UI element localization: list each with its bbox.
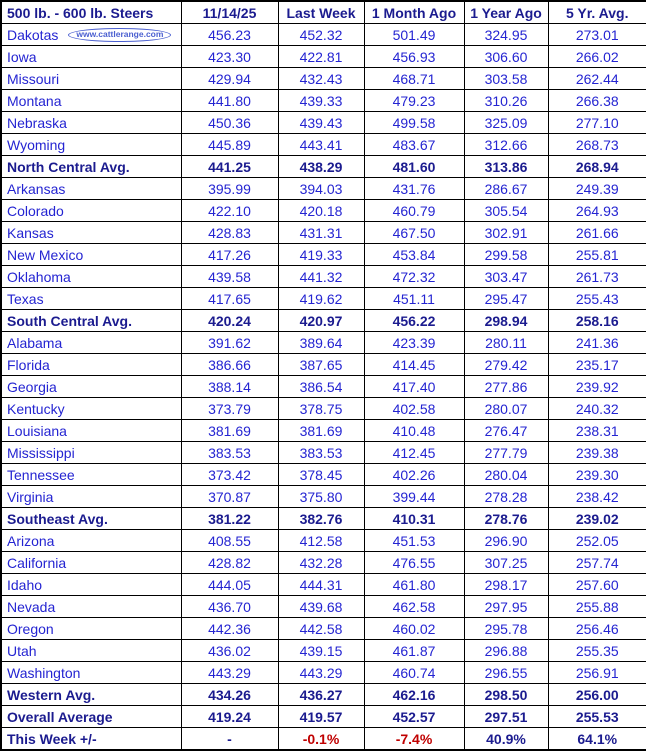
section-average-value: 481.60: [364, 156, 464, 178]
table-row: [1, 266, 646, 288]
price-value: 399.44: [364, 486, 464, 508]
state-label: Dakotas www.cattlerange.com: [1, 24, 181, 46]
price-value: 432.28: [278, 552, 364, 574]
price-value: 305.54: [464, 200, 548, 222]
price-value: 461.80: [364, 574, 464, 596]
price-value: 444.31: [278, 574, 364, 596]
section-average-label: Western Avg.: [1, 684, 181, 706]
price-value: 468.71: [364, 68, 464, 90]
price-value: 442.36: [181, 618, 278, 640]
state-label: Kentucky: [1, 398, 181, 420]
price-value: 381.69: [278, 420, 364, 442]
section-average-row: [1, 508, 646, 530]
price-value: 299.58: [464, 244, 548, 266]
table-row: [1, 442, 646, 464]
price-value: 391.62: [181, 332, 278, 354]
price-value: 460.02: [364, 618, 464, 640]
section-average-value: 438.29: [278, 156, 364, 178]
price-value: 441.32: [278, 266, 364, 288]
section-average-value: 278.76: [464, 508, 548, 530]
price-value: 456.93: [364, 46, 464, 68]
price-value: 431.31: [278, 222, 364, 244]
table-row: [1, 574, 646, 596]
state-label: Arizona: [1, 530, 181, 552]
state-label: Florida: [1, 354, 181, 376]
state-label: New Mexico: [1, 244, 181, 266]
price-value: 420.18: [278, 200, 364, 222]
state-label: Nebraska: [1, 112, 181, 134]
price-value: 389.64: [278, 332, 364, 354]
price-value: 436.70: [181, 596, 278, 618]
price-value: 479.23: [364, 90, 464, 112]
table-row: [1, 464, 646, 486]
state-label: Mississippi: [1, 442, 181, 464]
this-week-change-value: 64.1%: [548, 728, 646, 751]
table-body: [1, 1, 646, 750]
price-value: 276.47: [464, 420, 548, 442]
overall-average-value: 297.51: [464, 706, 548, 728]
state-label: Oregon: [1, 618, 181, 640]
table-row: [1, 24, 646, 46]
table-row: [1, 552, 646, 574]
state-label: Washington: [1, 662, 181, 684]
price-value: 431.76: [364, 178, 464, 200]
price-value: 429.94: [181, 68, 278, 90]
price-value: 423.39: [364, 332, 464, 354]
price-value: 261.73: [548, 266, 646, 288]
price-value: 256.91: [548, 662, 646, 684]
price-value: 383.53: [278, 442, 364, 464]
table-row: [1, 618, 646, 640]
price-value: 472.32: [364, 266, 464, 288]
table-row: [1, 332, 646, 354]
price-value: 297.95: [464, 596, 548, 618]
price-value: 238.42: [548, 486, 646, 508]
state-label: Nevada: [1, 596, 181, 618]
this-week-change-value: -0.1%: [278, 728, 364, 751]
table-row: [1, 68, 646, 90]
price-value: 306.60: [464, 46, 548, 68]
price-value: 483.67: [364, 134, 464, 156]
section-average-row: [1, 684, 646, 706]
price-value: 501.49: [364, 24, 464, 46]
price-value: 375.80: [278, 486, 364, 508]
section-average-label: Southeast Avg.: [1, 508, 181, 530]
price-value: 296.88: [464, 640, 548, 662]
price-value: 410.48: [364, 420, 464, 442]
column-header: Last Week: [278, 1, 364, 24]
price-value: 402.26: [364, 464, 464, 486]
price-value: 255.88: [548, 596, 646, 618]
section-average-value: 434.26: [181, 684, 278, 706]
table-row: [1, 662, 646, 684]
state-label: Colorado: [1, 200, 181, 222]
price-value: 255.43: [548, 288, 646, 310]
this-week-change-row: [1, 728, 646, 751]
state-label: Montana: [1, 90, 181, 112]
price-value: 383.53: [181, 442, 278, 464]
state-label: Texas: [1, 288, 181, 310]
price-value: 279.42: [464, 354, 548, 376]
price-value: 450.36: [181, 112, 278, 134]
state-label: Georgia: [1, 376, 181, 398]
section-average-value: 436.27: [278, 684, 364, 706]
cattlerange-logo[interactable]: www.cattlerange.com: [68, 28, 171, 42]
price-value: 252.05: [548, 530, 646, 552]
this-week-change-value: -7.4%: [364, 728, 464, 751]
price-value: 432.43: [278, 68, 364, 90]
price-value: 239.92: [548, 376, 646, 398]
section-average-value: 268.94: [548, 156, 646, 178]
price-value: 277.10: [548, 112, 646, 134]
price-value: 443.29: [278, 662, 364, 684]
this-week-change-value: 40.9%: [464, 728, 548, 751]
section-average-value: 239.02: [548, 508, 646, 530]
section-average-value: 298.50: [464, 684, 548, 706]
price-value: 235.17: [548, 354, 646, 376]
price-value: 460.79: [364, 200, 464, 222]
table-row: [1, 46, 646, 68]
price-value: 303.58: [464, 68, 548, 90]
price-value: 273.01: [548, 24, 646, 46]
price-value: 266.38: [548, 90, 646, 112]
section-average-row: [1, 310, 646, 332]
price-value: 277.79: [464, 442, 548, 464]
state-label: Virginia: [1, 486, 181, 508]
price-value: 255.35: [548, 640, 646, 662]
price-value: 378.45: [278, 464, 364, 486]
state-label: Alabama: [1, 332, 181, 354]
table-row: [1, 640, 646, 662]
price-value: 445.89: [181, 134, 278, 156]
price-value: 373.79: [181, 398, 278, 420]
price-value: 381.69: [181, 420, 278, 442]
section-average-value: 313.86: [464, 156, 548, 178]
price-value: 412.58: [278, 530, 364, 552]
section-average-label: South Central Avg.: [1, 310, 181, 332]
table-row: [1, 244, 646, 266]
price-value: 280.11: [464, 332, 548, 354]
price-value: 257.74: [548, 552, 646, 574]
price-value: 302.91: [464, 222, 548, 244]
price-value: 388.14: [181, 376, 278, 398]
price-value: 268.73: [548, 134, 646, 156]
price-value: 439.43: [278, 112, 364, 134]
section-average-value: 441.25: [181, 156, 278, 178]
price-value: 378.75: [278, 398, 364, 420]
table-row: [1, 486, 646, 508]
price-value: 408.55: [181, 530, 278, 552]
price-value: 456.23: [181, 24, 278, 46]
price-value: 462.58: [364, 596, 464, 618]
price-value: 444.05: [181, 574, 278, 596]
this-week-change-value: -: [181, 728, 278, 751]
price-value: 419.33: [278, 244, 364, 266]
price-value: 286.67: [464, 178, 548, 200]
table-row: [1, 398, 646, 420]
price-value: 373.42: [181, 464, 278, 486]
price-value: 249.39: [548, 178, 646, 200]
price-value: 460.74: [364, 662, 464, 684]
table-row: [1, 420, 646, 442]
state-label: California: [1, 552, 181, 574]
price-value: 439.15: [278, 640, 364, 662]
state-label: Kansas: [1, 222, 181, 244]
price-value: 278.28: [464, 486, 548, 508]
price-value: 241.36: [548, 332, 646, 354]
state-label: Iowa: [1, 46, 181, 68]
table-row: [1, 112, 646, 134]
price-value: 442.58: [278, 618, 364, 640]
price-value: 325.09: [464, 112, 548, 134]
table-row: [1, 288, 646, 310]
section-average-value: 456.22: [364, 310, 464, 332]
price-value: 436.02: [181, 640, 278, 662]
price-value: 303.47: [464, 266, 548, 288]
price-value: 262.44: [548, 68, 646, 90]
price-value: 451.53: [364, 530, 464, 552]
price-value: 439.68: [278, 596, 364, 618]
price-value: 451.11: [364, 288, 464, 310]
overall-average-label: Overall Average: [1, 706, 181, 728]
price-value: 499.58: [364, 112, 464, 134]
price-value: 441.80: [181, 90, 278, 112]
state-label: Arkansas: [1, 178, 181, 200]
price-value: 387.65: [278, 354, 364, 376]
price-value: 310.26: [464, 90, 548, 112]
section-average-row: [1, 156, 646, 178]
price-value: 428.83: [181, 222, 278, 244]
section-average-value: 382.76: [278, 508, 364, 530]
price-value: 439.33: [278, 90, 364, 112]
table-row: [1, 530, 646, 552]
overall-average-value: 452.57: [364, 706, 464, 728]
price-value: 402.58: [364, 398, 464, 420]
price-value: 417.65: [181, 288, 278, 310]
price-value: 443.29: [181, 662, 278, 684]
table-row: [1, 134, 646, 156]
price-value: 280.07: [464, 398, 548, 420]
price-value: 239.30: [548, 464, 646, 486]
section-average-value: 256.00: [548, 684, 646, 706]
price-value: 261.66: [548, 222, 646, 244]
price-value: 296.90: [464, 530, 548, 552]
section-average-value: 410.31: [364, 508, 464, 530]
price-value: 443.41: [278, 134, 364, 156]
price-value: 266.02: [548, 46, 646, 68]
price-value: 240.32: [548, 398, 646, 420]
price-value: 239.38: [548, 442, 646, 464]
price-value: 422.81: [278, 46, 364, 68]
section-average-value: 420.24: [181, 310, 278, 332]
price-value: 422.10: [181, 200, 278, 222]
table-title: 500 lb. - 600 lb. Steers: [1, 1, 181, 24]
price-value: 428.82: [181, 552, 278, 574]
overall-average-row: [1, 706, 646, 728]
price-value: 295.47: [464, 288, 548, 310]
price-value: 414.45: [364, 354, 464, 376]
price-value: 417.26: [181, 244, 278, 266]
price-value: 307.25: [464, 552, 548, 574]
section-average-value: 420.97: [278, 310, 364, 332]
table-row: [1, 596, 646, 618]
price-value: 277.86: [464, 376, 548, 398]
section-average-value: 462.16: [364, 684, 464, 706]
price-value: 255.81: [548, 244, 646, 266]
price-value: 439.58: [181, 266, 278, 288]
price-value: 370.87: [181, 486, 278, 508]
price-value: 238.31: [548, 420, 646, 442]
section-average-value: 298.94: [464, 310, 548, 332]
state-label: Missouri: [1, 68, 181, 90]
section-average-value: 258.16: [548, 310, 646, 332]
column-header: 11/14/25: [181, 1, 278, 24]
price-value: 417.40: [364, 376, 464, 398]
table-row: [1, 376, 646, 398]
price-value: 324.95: [464, 24, 548, 46]
price-value: 452.32: [278, 24, 364, 46]
section-average-label: North Central Avg.: [1, 156, 181, 178]
overall-average-value: 255.53: [548, 706, 646, 728]
price-value: 386.54: [278, 376, 364, 398]
price-value: 394.03: [278, 178, 364, 200]
price-value: 476.55: [364, 552, 464, 574]
price-value: 257.60: [548, 574, 646, 596]
section-average-value: 381.22: [181, 508, 278, 530]
price-value: 295.78: [464, 618, 548, 640]
column-header: 1 Year Ago: [464, 1, 548, 24]
price-value: 412.45: [364, 442, 464, 464]
state-label: Louisiana: [1, 420, 181, 442]
table-row: [1, 222, 646, 244]
price-value: 312.66: [464, 134, 548, 156]
this-week-label: This Week +/-: [1, 728, 181, 751]
state-label: Tennessee: [1, 464, 181, 486]
state-label: Oklahoma: [1, 266, 181, 288]
table-row: [1, 200, 646, 222]
table-row: [1, 354, 646, 376]
price-value: 264.93: [548, 200, 646, 222]
column-header: 1 Month Ago: [364, 1, 464, 24]
price-value: 419.62: [278, 288, 364, 310]
price-value: 386.66: [181, 354, 278, 376]
price-value: 461.87: [364, 640, 464, 662]
state-label: Utah: [1, 640, 181, 662]
overall-average-value: 419.57: [278, 706, 364, 728]
price-value: 296.55: [464, 662, 548, 684]
price-value: 423.30: [181, 46, 278, 68]
price-value: 256.46: [548, 618, 646, 640]
header-row: [1, 1, 646, 24]
price-value: 298.17: [464, 574, 548, 596]
price-value: 453.84: [364, 244, 464, 266]
state-label: Idaho: [1, 574, 181, 596]
table-row: [1, 178, 646, 200]
table-row: [1, 90, 646, 112]
overall-average-value: 419.24: [181, 706, 278, 728]
price-value: 395.99: [181, 178, 278, 200]
price-value: 467.50: [364, 222, 464, 244]
price-value: 280.04: [464, 464, 548, 486]
state-label: Wyoming: [1, 134, 181, 156]
column-header: 5 Yr. Avg.: [548, 1, 646, 24]
